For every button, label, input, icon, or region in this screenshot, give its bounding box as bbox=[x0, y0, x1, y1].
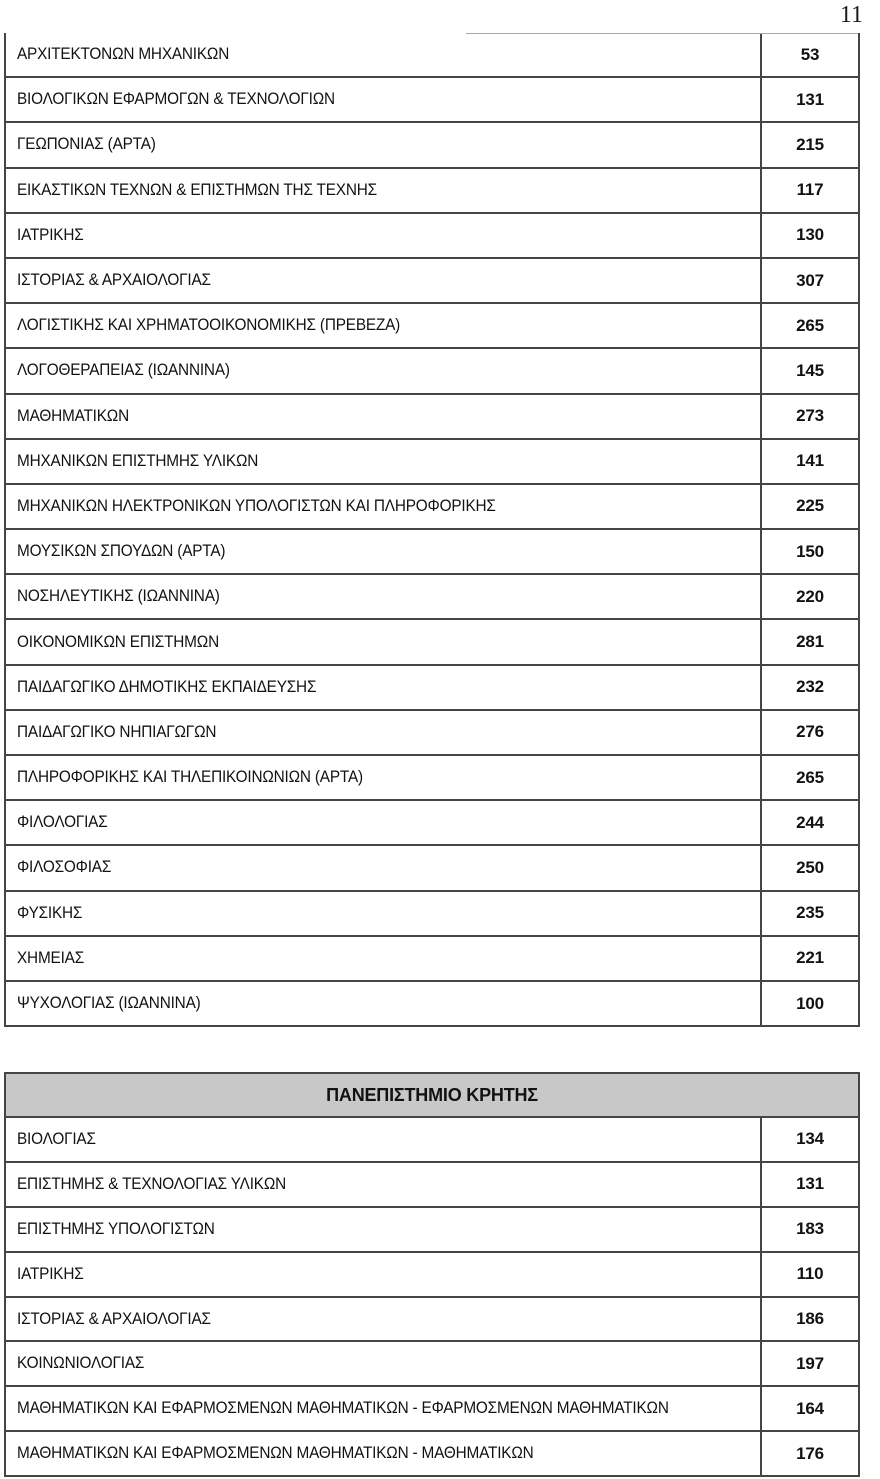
table-row bbox=[6, 169, 858, 214]
table-row bbox=[6, 937, 858, 982]
admissions-count-cell: 141 bbox=[796, 451, 824, 471]
department-name-cell bbox=[6, 123, 762, 166]
table-row bbox=[6, 756, 858, 801]
table-row bbox=[6, 575, 858, 620]
department-name-cell bbox=[6, 395, 762, 438]
department-name: ΑΡΧΙΤΕΚΤΟΝΩΝ ΜΗΧΑΝΙΚΩΝ bbox=[17, 45, 230, 64]
department-name-cell bbox=[6, 711, 762, 754]
admissions-count-cell: 221 bbox=[796, 948, 824, 968]
admissions-count-cell: 225 bbox=[796, 496, 824, 516]
admissions-count-cell: 134 bbox=[796, 1129, 824, 1149]
table-row bbox=[6, 485, 858, 530]
university-of-crete-table bbox=[4, 1072, 860, 1477]
department-name: ΟΙΚΟΝΟΜΙΚΩΝ ΕΠΙΣΤΗΜΩΝ bbox=[17, 632, 219, 651]
department-name-cell bbox=[6, 1163, 762, 1206]
table-row bbox=[6, 1253, 858, 1298]
admissions-count-cell: 130 bbox=[796, 225, 824, 245]
page-number: 11 bbox=[839, 2, 863, 28]
department-name-cell bbox=[6, 304, 762, 347]
admissions-count-cell: 150 bbox=[796, 541, 824, 561]
department-name-cell bbox=[6, 982, 762, 1025]
departments-table-continued bbox=[4, 33, 860, 1027]
department-name: ΙΣΤΟΡΙΑΣ & ΑΡΧΑΙΟΛΟΓΙΑΣ bbox=[17, 1309, 211, 1328]
admissions-count-cell: 197 bbox=[796, 1353, 824, 1373]
department-name: ΠΑΙΔΑΓΩΓΙΚΟ ΔΗΜΟΤΙΚΗΣ ΕΚΠΑΙΔΕΥΣΗΣ bbox=[17, 677, 317, 696]
table-row bbox=[6, 1163, 858, 1208]
department-name: ΙΣΤΟΡΙΑΣ & ΑΡΧΑΙΟΛΟΓΙΑΣ bbox=[17, 271, 211, 290]
table-row bbox=[6, 1432, 858, 1477]
department-name: ΙΑΤΡΙΚΗΣ bbox=[17, 225, 84, 244]
department-name-cell bbox=[6, 78, 762, 121]
department-name-cell bbox=[6, 1432, 762, 1475]
department-name-cell bbox=[6, 892, 762, 935]
department-name: ΠΛΗΡΟΦΟΡΙΚΗΣ ΚΑΙ ΤΗΛΕΠΙΚΟΙΝΩΝΙΩΝ (ΑΡΤΑ) bbox=[17, 768, 363, 787]
department-name-cell bbox=[6, 1118, 762, 1161]
department-name-cell bbox=[6, 937, 762, 980]
admissions-count-cell: 164 bbox=[796, 1398, 824, 1418]
table-row bbox=[6, 123, 858, 168]
department-name-cell bbox=[6, 846, 762, 889]
department-name: ΚΟΙΝΩΝΙΟΛΟΓΙΑΣ bbox=[17, 1354, 145, 1373]
admissions-count-cell: 276 bbox=[796, 722, 824, 742]
partial-top-border bbox=[466, 33, 858, 34]
table-row bbox=[6, 1118, 858, 1163]
department-name-cell bbox=[6, 1253, 762, 1296]
department-name-cell bbox=[6, 756, 762, 799]
department-name: ΜΑΘΗΜΑΤΙΚΩΝ ΚΑΙ ΕΦΑΡΜΟΣΜΕΝΩΝ ΜΑΘΗΜΑΤΙΚΩΝ - ΕΦΑΡΜΟΣΜΕΝΩΝ ΜΑΘΗΜΑΤΙΚΩΝ bbox=[17, 1399, 669, 1418]
table-rows bbox=[6, 33, 858, 1027]
department-name: ΛΟΓΟΘΕΡΑΠΕΙΑΣ (ΙΩΑΝΝΙΝΑ) bbox=[17, 361, 230, 380]
table-row bbox=[6, 440, 858, 485]
department-name: ΕΠΙΣΤΗΜΗΣ & ΤΕΧΝΟΛΟΓΙΑΣ ΥΛΙΚΩΝ bbox=[17, 1174, 287, 1193]
table-row bbox=[6, 666, 858, 711]
department-name: ΒΙΟΛΟΓΙΑΣ bbox=[17, 1129, 96, 1148]
admissions-count-cell: 131 bbox=[796, 1174, 824, 1194]
admissions-count-cell: 232 bbox=[796, 677, 824, 697]
admissions-count-cell: 265 bbox=[796, 315, 824, 335]
department-name: ΜΗΧΑΝΙΚΩΝ ΕΠΙΣΤΗΜΗΣ ΥΛΙΚΩΝ bbox=[17, 451, 259, 470]
department-name: ΝΟΣΗΛΕΥΤΙΚΗΣ (ΙΩΑΝΝΙΝΑ) bbox=[17, 587, 220, 606]
admissions-count-cell: 186 bbox=[796, 1309, 824, 1328]
table-row bbox=[6, 711, 858, 756]
admissions-count-cell: 53 bbox=[800, 44, 820, 64]
department-name: ΨΥΧΟΛΟΓΙΑΣ (ΙΩΑΝΝΙΝΑ) bbox=[17, 994, 201, 1013]
department-name-cell bbox=[6, 349, 762, 392]
table-row bbox=[6, 1208, 858, 1253]
table-header-university-of-crete: ΠΑΝΕΠΙΣΤΗΜΙΟ ΚΡΗΤΗΣ bbox=[6, 1074, 858, 1118]
table-row bbox=[6, 259, 858, 304]
department-name-cell bbox=[6, 1342, 762, 1385]
admissions-count-cell: 307 bbox=[796, 270, 824, 290]
table-row bbox=[6, 1342, 858, 1387]
department-name-cell bbox=[6, 1298, 762, 1341]
department-name: ΦΙΛΟΣΟΦΙΑΣ bbox=[17, 858, 112, 877]
admissions-count-cell: 100 bbox=[796, 993, 824, 1013]
department-name: ΠΑΙΔΑΓΩΓΙΚΟ ΝΗΠΙΑΓΩΓΩΝ bbox=[17, 722, 217, 741]
admissions-count-cell: 273 bbox=[796, 406, 824, 426]
table-row bbox=[6, 982, 858, 1027]
table-rows bbox=[6, 1118, 858, 1477]
admissions-count-cell: 131 bbox=[796, 89, 824, 109]
department-name: ΜΗΧΑΝΙΚΩΝ ΗΛΕΚΤΡΟΝΙΚΩΝ ΥΠΟΛΟΓΙΣΤΩΝ ΚΑΙ ΠΛΗΡΟΦΟΡΙΚΗΣ bbox=[17, 496, 496, 515]
table-row bbox=[6, 395, 858, 440]
department-name-cell bbox=[6, 530, 762, 573]
department-name: ΓΕΩΠΟΝΙΑΣ (ΑΡΤΑ) bbox=[17, 135, 156, 154]
table-row bbox=[6, 620, 858, 665]
admissions-count-cell: 281 bbox=[796, 632, 824, 652]
department-name-cell bbox=[6, 620, 762, 663]
department-name: ΕΙΚΑΣΤΙΚΩΝ ΤΕΧΝΩΝ & ΕΠΙΣΤΗΜΩΝ ΤΗΣ ΤΕΧΝΗΣ bbox=[17, 180, 377, 199]
admissions-count-cell: 265 bbox=[796, 767, 824, 787]
department-name-cell bbox=[6, 259, 762, 302]
department-name: ΧΗΜΕΙΑΣ bbox=[17, 948, 85, 967]
department-name-cell bbox=[6, 575, 762, 618]
table-row bbox=[6, 78, 858, 123]
table-row bbox=[6, 33, 858, 78]
department-name-cell bbox=[6, 801, 762, 844]
table-row bbox=[6, 846, 858, 891]
department-name: ΦΥΣΙΚΗΣ bbox=[17, 903, 83, 922]
table-row bbox=[6, 801, 858, 846]
table-row bbox=[6, 1298, 858, 1343]
table-row bbox=[6, 304, 858, 349]
admissions-count-cell: 250 bbox=[796, 857, 824, 877]
department-name: ΛΟΓΙΣΤΙΚΗΣ ΚΑΙ ΧΡΗΜΑΤΟΟΙΚΟΝΟΜΙΚΗΣ (ΠΡΕΒΕΖΑ) bbox=[17, 316, 401, 335]
table-row bbox=[6, 214, 858, 259]
admissions-count-cell: 145 bbox=[796, 360, 824, 380]
admissions-count-cell: 220 bbox=[796, 586, 824, 606]
department-name-cell bbox=[6, 1208, 762, 1251]
department-name: ΦΙΛΟΛΟΓΙΑΣ bbox=[17, 813, 108, 832]
table-row bbox=[6, 892, 858, 937]
admissions-count-cell: 183 bbox=[796, 1219, 824, 1239]
admissions-count-cell: 244 bbox=[796, 812, 824, 832]
department-name: ΜΑΘΗΜΑΤΙΚΩΝ ΚΑΙ ΕΦΑΡΜΟΣΜΕΝΩΝ ΜΑΘΗΜΑΤΙΚΩΝ - ΜΑΘΗΜΑΤΙΚΩΝ bbox=[17, 1444, 534, 1463]
department-name-cell bbox=[6, 214, 762, 257]
admissions-count-cell: 176 bbox=[796, 1443, 824, 1463]
department-name: ΒΙΟΛΟΓΙΚΩΝ ΕΦΑΡΜΟΓΩΝ & ΤΕΧΝΟΛΟΓΙΩΝ bbox=[17, 90, 335, 109]
department-name-cell bbox=[6, 169, 762, 212]
admissions-count-cell: 235 bbox=[796, 903, 824, 923]
table-row bbox=[6, 1387, 858, 1432]
department-name: ΙΑΤΡΙΚΗΣ bbox=[17, 1264, 84, 1283]
department-name-cell bbox=[6, 485, 762, 528]
department-name-cell bbox=[6, 33, 762, 76]
table-row bbox=[6, 349, 858, 394]
department-name-cell bbox=[6, 440, 762, 483]
department-name: ΜΑΘΗΜΑΤΙΚΩΝ bbox=[17, 406, 129, 425]
department-name-cell bbox=[6, 1387, 762, 1430]
department-name-cell bbox=[6, 666, 762, 709]
admissions-count-cell: 215 bbox=[796, 134, 824, 154]
admissions-count-cell: 110 bbox=[796, 1264, 824, 1284]
department-name: ΜΟΥΣΙΚΩΝ ΣΠΟΥΔΩΝ (ΑΡΤΑ) bbox=[17, 542, 226, 561]
table-row bbox=[6, 530, 858, 575]
department-name: ΕΠΙΣΤΗΜΗΣ ΥΠΟΛΟΓΙΣΤΩΝ bbox=[17, 1219, 215, 1238]
admissions-count-cell: 117 bbox=[796, 180, 824, 200]
